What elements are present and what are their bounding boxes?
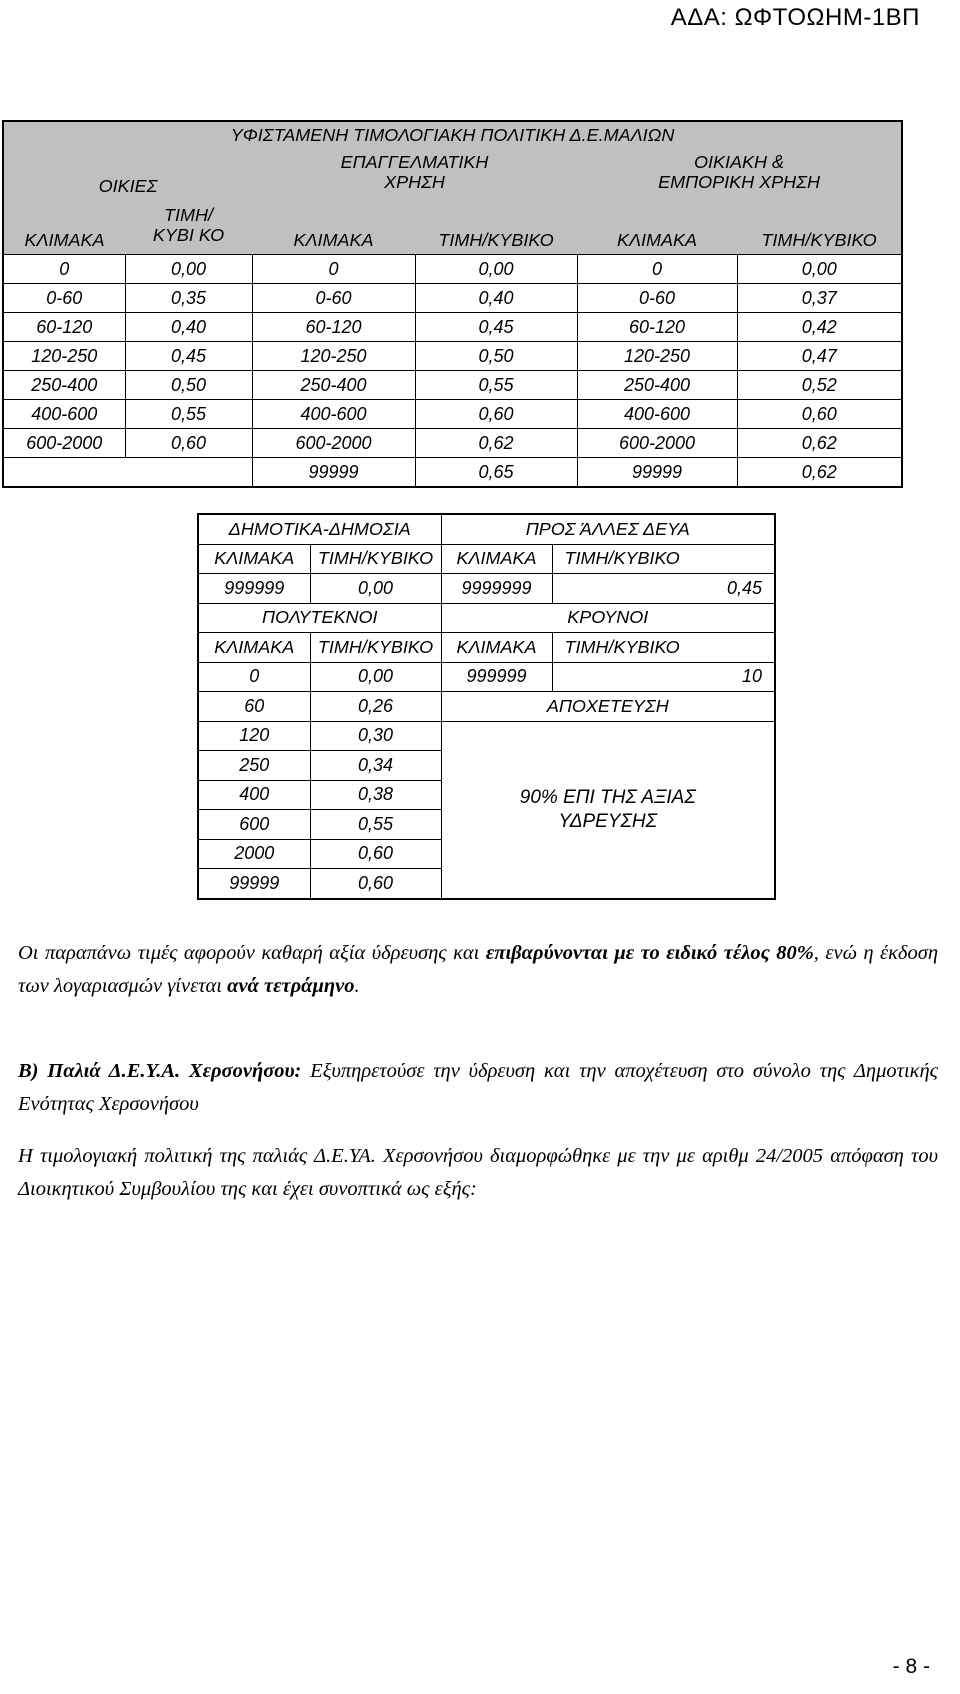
- cell-klimaka: 0-60: [252, 284, 415, 313]
- cell-timi: 0,62: [415, 429, 577, 458]
- header-polyteknoi: ΠΟΛΥΤΕΚΝΟΙ: [198, 603, 441, 633]
- cell-klimaka: 0: [198, 662, 310, 692]
- cell-timi: 0,65: [415, 458, 577, 488]
- table-row: [3, 342, 902, 371]
- group-epaggelmatiki: ΕΠΑΓΓΕΛΜΑΤΙΚΗ ΧΡΗΣΗ: [252, 148, 577, 196]
- cell-klimaka: 9999999: [441, 574, 552, 604]
- paragraph-hersonissos: Β) Παλιά Δ.Ε.Υ.Α. Χερσονήσου: Εξυπηρετούσε την ύδρευση και την αποχέτευση στο σύνολο της Δημοτικής Ενότητας Χερσονήσου: [18, 1060, 938, 1115]
- col-timi: ΤΙΜΗ/ΚΥΒΙΚΟ: [552, 544, 775, 574]
- cell-timi: 0,60: [310, 839, 441, 869]
- cell-timi: 0,55: [125, 400, 252, 429]
- group-oikies: ΟΙΚΙΕΣ: [3, 148, 252, 196]
- table-row: [3, 429, 902, 458]
- header-apoxeteysi: ΑΠΟΧΕΤΕΥΣΗ: [441, 692, 775, 722]
- cell-klimaka: 120-250: [577, 342, 737, 371]
- tariff-table-malia: [2, 120, 903, 488]
- header-krounoi: ΚΡΟΥΝΟΙ: [441, 603, 775, 633]
- cell-timi: 0,62: [737, 458, 902, 488]
- cell-klimaka: 99999: [198, 869, 310, 899]
- cell-klimaka: 60-120: [577, 313, 737, 342]
- cell-timi: 0,60: [310, 869, 441, 899]
- cell-klimaka: 0: [252, 255, 415, 284]
- cell-klimaka: 600-2000: [3, 429, 125, 458]
- paragraph-tariff-note: Οι παραπάνω τιμές αφορούν καθαρή αξία ύδρευσης και επιβαρύνονται με το ειδικό τέλος 80%, ενώ η έκδοση των λογαριασμών γίνεται ανά τετράμηνο.: [18, 942, 938, 997]
- cell-timi: 0,40: [415, 284, 577, 313]
- cell-timi: 0,55: [310, 810, 441, 840]
- cell-timi: [125, 458, 252, 488]
- table-row: [3, 313, 902, 342]
- cell-klimaka: 400-600: [577, 400, 737, 429]
- cell-klimaka: 0: [577, 255, 737, 284]
- col-klimaka: ΚΛΙΜΑΚΑ: [577, 196, 737, 255]
- cell-klimaka: 120: [198, 721, 310, 751]
- col-klimaka: ΚΛΙΜΑΚΑ: [252, 196, 415, 255]
- cell-klimaka: 250-400: [577, 371, 737, 400]
- paragraph-policy: Η τιμολογιακή πολιτική της παλιάς Δ.Ε.ΥΑ. Χερσονήσου διαμορφώθηκε με την με αριθμ 24/2005 απόφαση του Διοικητικού Συμβουλίου της και έχει συνοπτικά ως εξής:: [18, 1145, 938, 1200]
- emphasis-surcharge: επιβαρύνονται με το ειδικό τέλος 80%: [485, 942, 814, 964]
- cell-klimaka: 999999: [441, 662, 552, 692]
- cell-klimaka: 600: [198, 810, 310, 840]
- cell-klimaka: 250-400: [252, 371, 415, 400]
- col-klimaka: ΚΛΙΜΑΚΑ: [198, 633, 310, 663]
- cell-timi: 0,50: [415, 342, 577, 371]
- apoxeteysi-text: 90% ΕΠΙ ΤΗΣ ΑΞΙΑΣ ΥΔΡΕΥΣΗΣ: [441, 721, 775, 899]
- cell-timi: 0,60: [125, 429, 252, 458]
- cell-klimaka: 120-250: [3, 342, 125, 371]
- group-oikiaki-emporiki: ΟΙΚΙΑΚΗ & ΕΜΠΟΡΙΚΗ ΧΡΗΣΗ: [577, 148, 902, 196]
- table-row: [3, 371, 902, 400]
- cell-klimaka: 99999: [252, 458, 415, 488]
- col-klimaka: ΚΛΙΜΑΚΑ: [441, 544, 552, 574]
- cell-timi: 0,60: [737, 400, 902, 429]
- header-pros-alles-deya: ΠΡΟΣ ΆΛΛΕΣ ΔΕΥΑ: [441, 514, 775, 544]
- col-klimaka: ΚΛΙΜΑΚΑ: [198, 544, 310, 574]
- cell-timi: 0,30: [310, 721, 441, 751]
- col-timi: ΤΙΜΗ/ΚΥΒΙΚΟ: [552, 633, 775, 663]
- col-timi: ΤΙΜΗ/ΚΥΒΙΚΟ: [737, 196, 902, 255]
- cell-timi: 0,50: [125, 371, 252, 400]
- cell-klimaka: 120-250: [252, 342, 415, 371]
- cell-klimaka: 250-400: [3, 371, 125, 400]
- cell-timi: 0,00: [415, 255, 577, 284]
- cell-klimaka: 400-600: [252, 400, 415, 429]
- col-klimaka: ΚΛΙΜΑΚΑ: [441, 633, 552, 663]
- cell-timi: 0,45: [415, 313, 577, 342]
- cell-klimaka: 400-600: [3, 400, 125, 429]
- emphasis-period: ανά τετράμηνο: [227, 975, 355, 997]
- cell-timi: 0,60: [415, 400, 577, 429]
- cell-timi: 0,38: [310, 780, 441, 810]
- ada-code: ΑΔΑ: ΩΦΤΟΩΗΜ-1ΒΠ: [670, 4, 920, 31]
- cell-timi: 0,00: [310, 662, 441, 692]
- cell-timi: 0,00: [125, 255, 252, 284]
- col-timi: ΤΙΜΗ/ΚΥΒΙΚΟ: [415, 196, 577, 255]
- cell-timi: 0,55: [415, 371, 577, 400]
- cell-timi: 0,52: [737, 371, 902, 400]
- page-number: - 8 -: [892, 1655, 930, 1678]
- cell-timi: 0,47: [737, 342, 902, 371]
- cell-klimaka: 60-120: [3, 313, 125, 342]
- cell-timi: 0,37: [737, 284, 902, 313]
- cell-klimaka: 2000: [198, 839, 310, 869]
- tariff-table-special: [197, 513, 776, 900]
- cell-klimaka: 600-2000: [577, 429, 737, 458]
- heading-hersonissos: Β) Παλιά Δ.Ε.Υ.Α. Χερσονήσου:: [18, 1060, 302, 1082]
- table-row: [3, 255, 902, 284]
- cell-klimaka: 0: [3, 255, 125, 284]
- cell-timi: 0,62: [737, 429, 902, 458]
- col-klimaka: ΚΛΙΜΑΚΑ: [3, 196, 125, 255]
- col-timi: ΤΙΜΗ/ΚΥΒΙ ΚΟ: [125, 196, 252, 255]
- cell-timi: 0,42: [737, 313, 902, 342]
- cell-timi: 0,26: [310, 692, 441, 722]
- table-row: [3, 458, 902, 488]
- header-dimotika: ΔΗΜΟΤΙΚΑ-ΔΗΜΟΣΙΑ: [198, 514, 441, 544]
- cell-timi: 0,00: [310, 574, 441, 604]
- cell-klimaka: 400: [198, 780, 310, 810]
- cell-timi: 0,45: [125, 342, 252, 371]
- cell-timi: 0,40: [125, 313, 252, 342]
- cell-klimaka: 99999: [577, 458, 737, 488]
- cell-klimaka: 600-2000: [252, 429, 415, 458]
- cell-klimaka: 60-120: [252, 313, 415, 342]
- col-timi: ΤΙΜΗ/ΚΥΒΙΚΟ: [310, 633, 441, 663]
- cell-klimaka: 250: [198, 751, 310, 781]
- cell-timi: 0,35: [125, 284, 252, 313]
- cell-timi: 0,45: [552, 574, 775, 604]
- table-row: [3, 400, 902, 429]
- cell-timi: 10: [552, 662, 775, 692]
- table-row: [3, 284, 902, 313]
- cell-klimaka: 999999: [198, 574, 310, 604]
- cell-timi: 0,00: [737, 255, 902, 284]
- col-timi: ΤΙΜΗ/ΚΥΒΙΚΟ: [310, 544, 441, 574]
- table1-title: ΥΦΙΣΤΑΜΕΝΗ ΤΙΜΟΛΟΓΙΑΚΗ ΠΟΛΙΤΙΚΗ Δ.Ε.ΜΑΛΙΩΝ: [3, 121, 902, 148]
- cell-timi: 0,34: [310, 751, 441, 781]
- cell-klimaka: 60: [198, 692, 310, 722]
- cell-klimaka: [3, 458, 125, 488]
- cell-klimaka: 0-60: [577, 284, 737, 313]
- cell-klimaka: 0-60: [3, 284, 125, 313]
